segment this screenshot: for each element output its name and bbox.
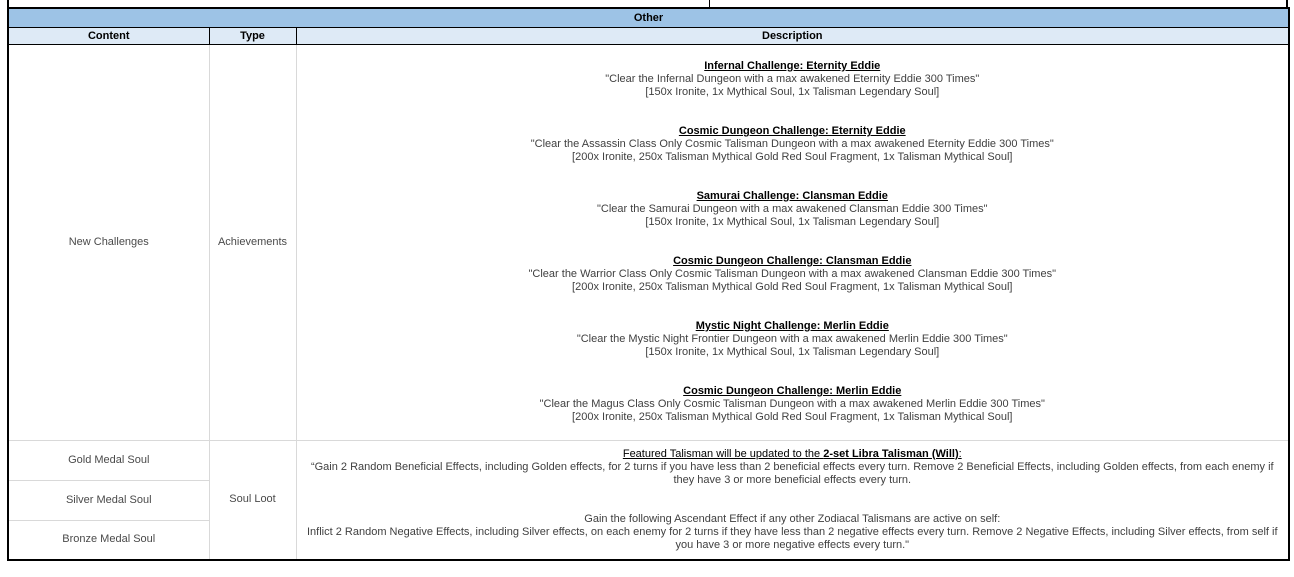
update-notes-table: [7, 7, 1290, 561]
heading-prefix: Featured Talisman will be updated to the: [622, 447, 824, 460]
challenge-title: Samurai Challenge: Clansman Eddie: [696, 190, 888, 202]
challenge-block: [303, 255, 1283, 294]
column-header-description: Description: [296, 27, 1289, 44]
challenge-title: Cosmic Dungeon Challenge: Merlin Eddie: [683, 385, 902, 397]
content-cell-gold-medal-soul: Gold Medal Soul: [8, 440, 209, 480]
section-header-other: Other: [8, 8, 1289, 27]
challenge-requirement: "Clear the Samurai Dungeon with a max awakened Clansman Eddie 300 Times": [596, 203, 988, 215]
challenge-requirement: "Clear the Warrior Class Only Cosmic Talisman Dungeon with a max awakened Clansman Eddie 300 Times": [528, 268, 1056, 280]
challenge-title: Cosmic Dungeon Challenge: Eternity Eddie: [678, 125, 906, 137]
challenge-rewards: [200x Ironite, 250x Talisman Mythical Gold Red Soul Fragment, 1x Talisman Mythical Soul]: [572, 151, 1013, 163]
challenge-rewards: [200x Ironite, 250x Talisman Mythical Gold Red Soul Fragment, 1x Talisman Mythical Soul]: [572, 281, 1013, 293]
content-cell-bronze-medal-soul: Bronze Medal Soul: [8, 520, 209, 560]
ascendant-effect-paragraph: [303, 513, 1283, 552]
challenge-rewards: [150x Ironite, 1x Mythical Soul, 1x Talisman Legendary Soul]: [645, 216, 940, 228]
column-header-row: [8, 27, 1289, 44]
section-header-row: [8, 8, 1289, 27]
heading-suffix: :: [958, 447, 962, 460]
talisman-effect-paragraph: “Gain 2 Random Beneficial Effects, including Golden effects, for 2 turns if you have less than 2 beneficial effects every turn. Remove 2 Beneficial Effects, including Golden effects, from each enemy if they have 3 or more beneficial effects every turn.: [310, 460, 1274, 486]
featured-talisman-heading: [303, 448, 1283, 461]
ascendant-effect-intro: Gain the following Ascendant Effect if any other Zodiacal Talismans are active on self:: [584, 512, 1001, 525]
description-cell-soul-loot: [296, 440, 1289, 560]
table-row-new-challenges: [8, 44, 1289, 440]
challenge-block: [303, 320, 1283, 359]
challenge-requirement: "Clear the Mystic Night Frontier Dungeon with a max awakened Merlin Eddie 300 Times": [576, 333, 1008, 345]
column-header-type: Type: [209, 27, 296, 44]
heading-bold: 2-set Libra Talisman (Will): [823, 447, 959, 460]
type-cell-achievements: Achievements: [209, 44, 296, 440]
content-cell-silver-medal-soul: Silver Medal Soul: [8, 480, 209, 520]
challenge-title: Mystic Night Challenge: Merlin Eddie: [695, 320, 889, 332]
challenge-title: Cosmic Dungeon Challenge: Clansman Eddie: [673, 255, 912, 267]
challenge-requirement: "Clear the Magus Class Only Cosmic Talisman Dungeon with a max awakened Merlin Eddie 300 Times": [539, 398, 1045, 410]
partial-row-divider: [709, 0, 710, 7]
challenge-rewards: [200x Ironite, 250x Talisman Mythical Gold Red Soul Fragment, 1x Talisman Mythical Soul]: [572, 411, 1013, 423]
challenge-block: [303, 385, 1283, 424]
challenge-requirement: "Clear the Infernal Dungeon with a max awakened Eternity Eddie 300 Times": [605, 73, 980, 85]
challenge-title: Infernal Challenge: Eternity Eddie: [704, 60, 881, 72]
challenge-requirement: "Clear the Assassin Class Only Cosmic Talisman Dungeon with a max awakened Eternity Eddie 300 Times": [530, 138, 1054, 150]
spreadsheet-area: [7, 0, 1288, 561]
content-cell-new-challenges: New Challenges: [8, 44, 209, 440]
column-header-content: Content: [8, 27, 209, 44]
ascendant-effect-body: Inflict 2 Random Negative Effects, including Silver effects, on each enemy for 2 turns if they have less than 2 negative effects every turn. Remove 2 Negative Effects, including Silver effects, from self if you have 3 or more negative effects every turn.": [307, 525, 1278, 551]
description-cell-challenges: [296, 44, 1289, 440]
challenge-block: [303, 60, 1283, 99]
challenge-rewards: [150x Ironite, 1x Mythical Soul, 1x Talisman Legendary Soul]: [645, 86, 940, 98]
table-row-gold-medal-soul: [8, 440, 1289, 480]
type-cell-soul-loot: Soul Loot: [209, 440, 296, 560]
challenge-block: [303, 125, 1283, 164]
challenge-rewards: [150x Ironite, 1x Mythical Soul, 1x Talisman Legendary Soul]: [645, 346, 940, 358]
challenge-block: [303, 190, 1283, 229]
partial-row-above: [7, 0, 1288, 7]
